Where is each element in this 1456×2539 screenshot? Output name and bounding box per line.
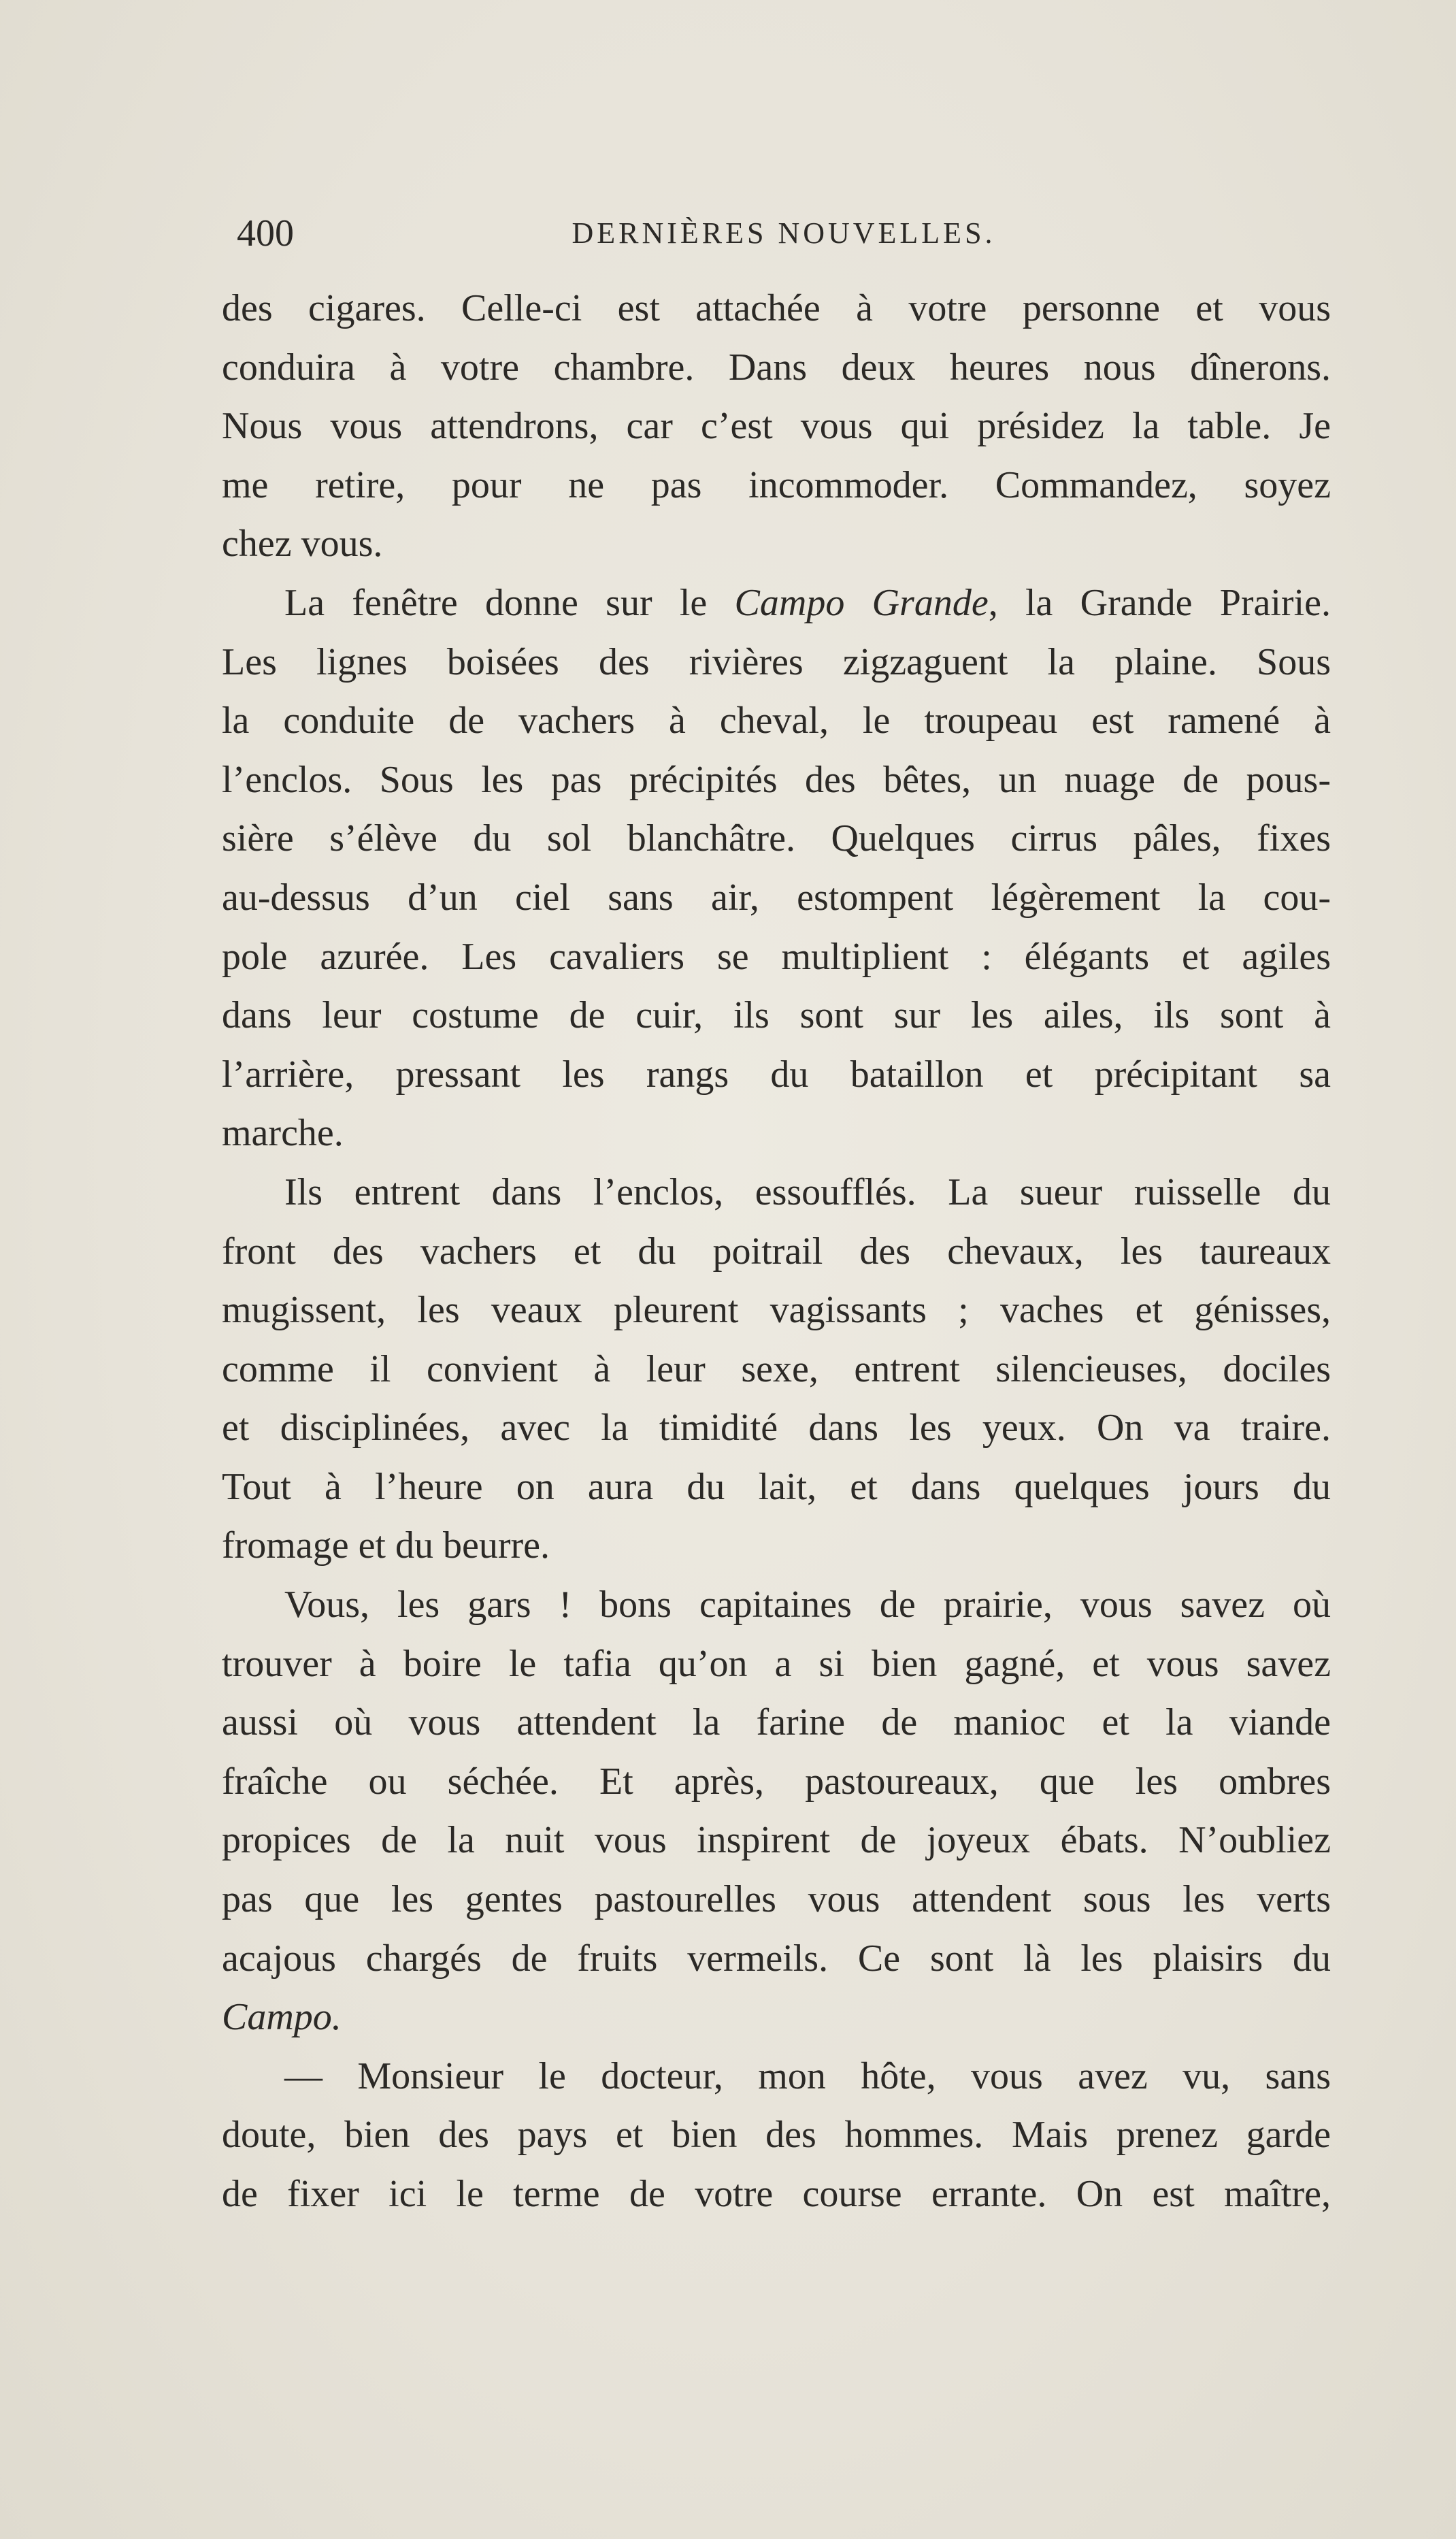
text-line: marche. — [222, 1112, 344, 1155]
text-line: mugissent, les veaux pleurent vagissants ; vaches et génisses, — [222, 1289, 1331, 1332]
text-line: Ils entrent dans l’enclos, essoufflés. La sueur ruisselle du — [284, 1170, 1331, 1213]
page-header — [237, 210, 1331, 257]
paragraph — [222, 574, 1331, 1163]
text-line: dans leur costume de cuir, ils sont sur les ailes, ils sont à — [222, 994, 1331, 1037]
text-run: , la Grande Prairie. — [988, 581, 1331, 624]
text-line: doute, bien des pays et bien des hommes. Mais prenez garde — [222, 2114, 1331, 2157]
text-line: des cigares. Celle-ci est attachée à votre personne et vous — [222, 287, 1331, 329]
paragraph — [222, 1163, 1331, 1575]
text-line: sière s’élève du sol blanchâtre. Quelques cirrus pâles, fixes — [222, 817, 1331, 860]
text-line: Les lignes boisées des rivières zigzaguent la plaine. Sous — [222, 640, 1331, 683]
text-line: fraîche ou séchée. Et après, pastoureaux, que les ombres — [222, 1760, 1331, 1803]
text-line: chez vous. — [222, 523, 383, 566]
italic-term: Campo Grande — [734, 581, 989, 624]
text-line: conduira à votre chambre. Dans deux heures nous dînerons. — [222, 346, 1331, 389]
text-line: Tout à l’heure on aura du lait, et dans quelques jours du — [222, 1465, 1331, 1508]
text-line: l’arrière, pressant les rangs du bataillon et précipitant sa — [222, 1053, 1331, 1096]
running-title: DERNIÈRES NOUVELLES. — [572, 216, 996, 250]
paragraph — [222, 2047, 1331, 2224]
text-line: propices de la nuit vous inspirent de joyeux ébats. N’oubliez — [222, 1819, 1331, 1862]
text-line: et disciplinées, avec la timidité dans les yeux. On va traire. — [222, 1407, 1331, 1449]
text-run: La fenêtre donne sur le — [284, 581, 735, 624]
text-line: Vous, les gars ! bons capitaines de prairie, vous savez où — [284, 1584, 1331, 1626]
text-line — [222, 1988, 1331, 2047]
text-line: me retire, pour ne pas incommoder. Commandez, soyez — [222, 463, 1331, 506]
page-body — [222, 279, 1331, 2224]
page-number: 400 — [237, 212, 294, 255]
text-line: comme il convient à leur sexe, entrent silencieuses, dociles — [222, 1347, 1331, 1390]
text-line: la conduite de vachers à cheval, le troupeau est ramené à — [222, 700, 1331, 742]
text-line — [222, 574, 1331, 633]
text-line: aussi où vous attendent la farine de manioc et la viande — [222, 1701, 1331, 1744]
text-line: acajous chargés de fruits vermeils. Ce sont là les plaisirs du — [222, 1937, 1331, 1980]
text-line: au-dessus d’un ciel sans air, estompent légèrement la cou- — [222, 876, 1331, 919]
text-line: pas que les gentes pastourelles vous attendent sous les verts — [222, 1878, 1331, 1921]
text-line: front des vachers et du poitrail des chevaux, les taureaux — [222, 1230, 1331, 1273]
paragraph — [222, 279, 1331, 574]
text-line: Nous vous attendrons, car c’est vous qui présidez la table. Je — [222, 405, 1331, 448]
text-line: de fixer ici le terme de votre course errante. On est maître, — [222, 2173, 1331, 2215]
italic-term: Campo. — [222, 1996, 342, 2039]
paragraph — [222, 1575, 1331, 2047]
text-line: — Monsieur le docteur, mon hôte, vous avez vu, sans — [284, 2054, 1331, 2097]
text-line: pole azurée. Les cavaliers se multiplient : élégants et agiles — [222, 935, 1331, 978]
text-line: l’enclos. Sous les pas précipités des bêtes, un nuage de pous- — [222, 758, 1331, 801]
text-line: trouver à boire le tafia qu’on a si bien gagné, et vous savez — [222, 1642, 1331, 1685]
text-line: fromage et du beurre. — [222, 1524, 550, 1567]
